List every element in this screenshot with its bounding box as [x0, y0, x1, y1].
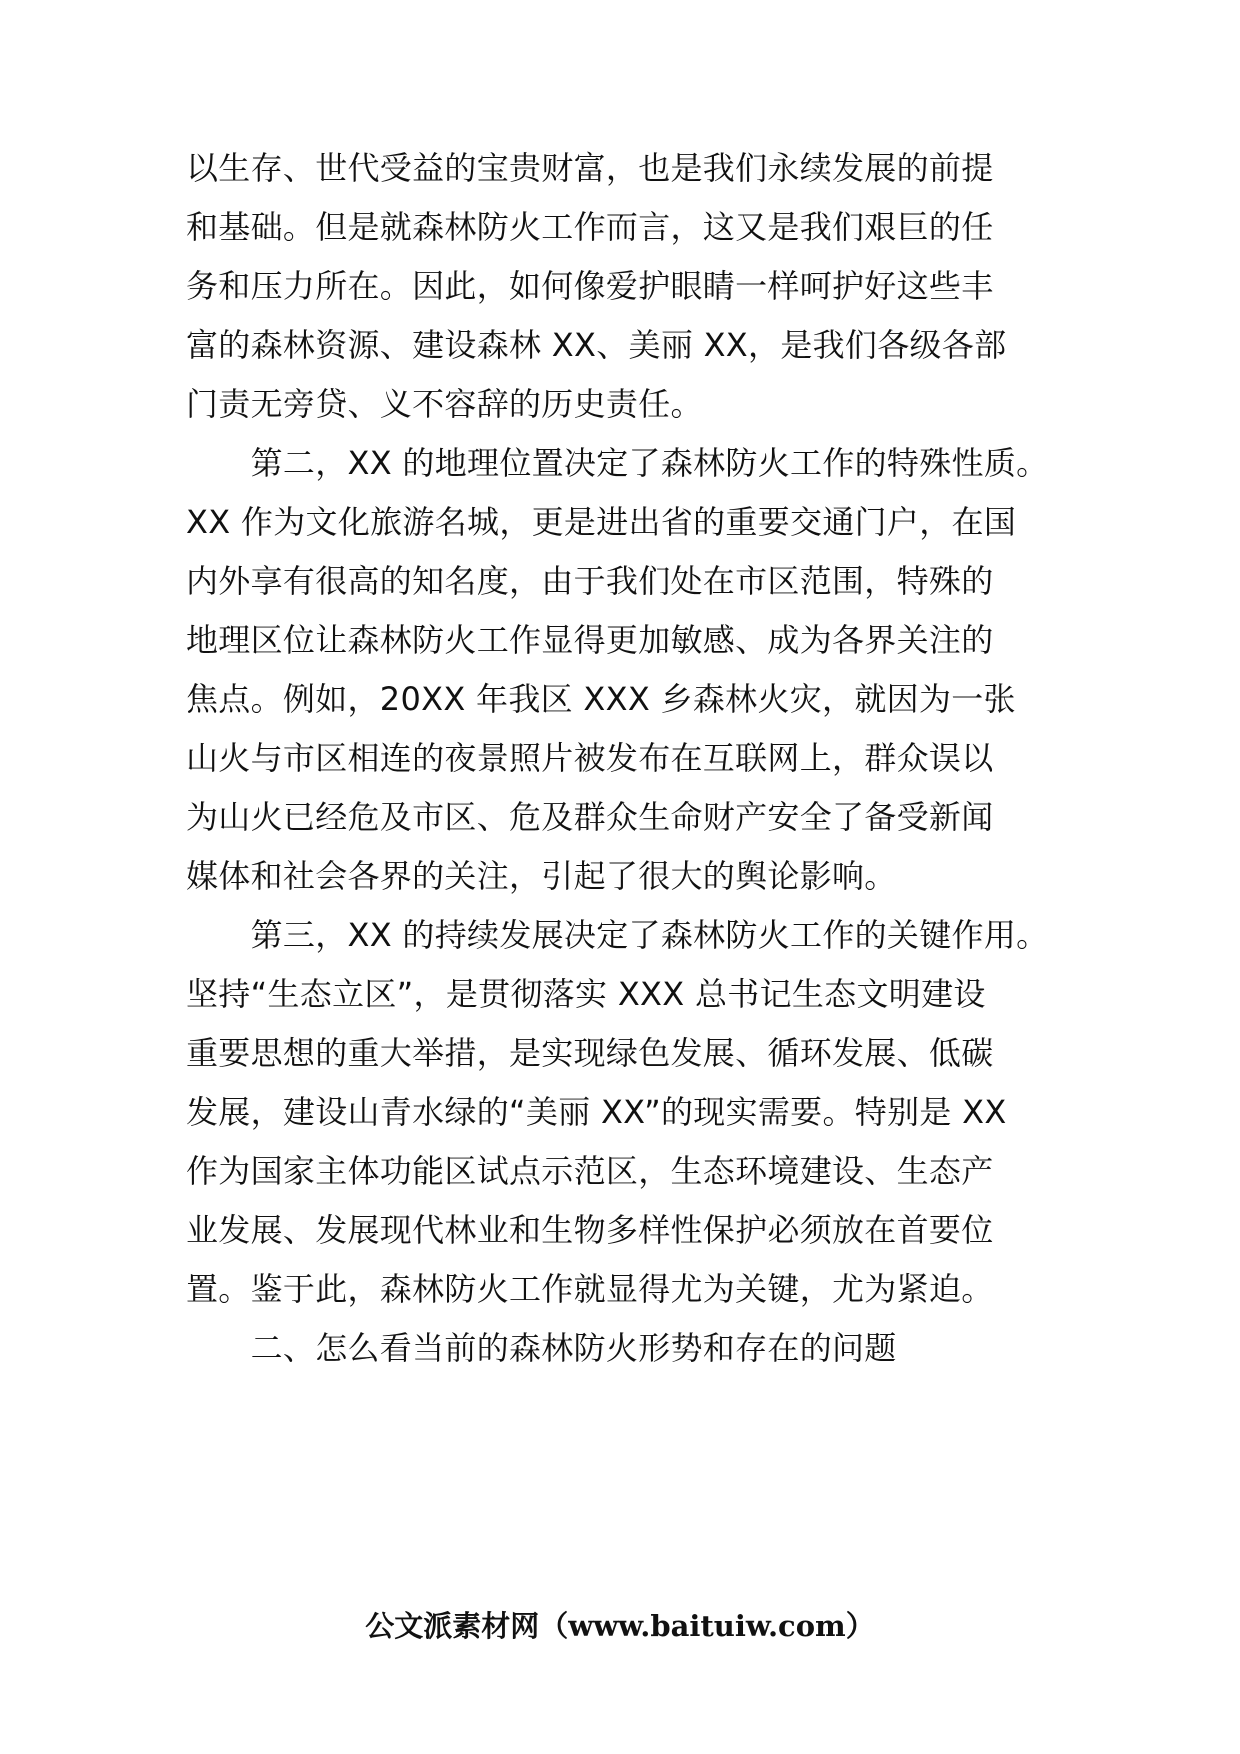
text-line: 发展，建设山青水绿的“美丽 XX”的现实需要。特别是 XX: [186, 1093, 1007, 1131]
text-line: 以生存、世代受益的宝贵财富，也是我们永续发展的前提: [186, 149, 994, 187]
text-line: 焦点。例如，20XX 年我区 XXX 乡森林火灾，就因为一张: [186, 680, 1016, 718]
section-heading-line: 二、怎么看当前的森林防火形势和存在的问题: [186, 1329, 897, 1367]
text-line: 坚持“生态立区”，是贯彻落实 XXX 总书记生态文明建设: [186, 975, 986, 1013]
text-line: 媒体和社会各界的关注，引起了很大的舆论影响。: [186, 857, 897, 895]
text-line: 作为国家主体功能区试点示范区，生态环境建设、生态产: [186, 1152, 994, 1190]
paragraph-heading-line: 第三，XX 的持续发展决定了森林防火工作的关键作用。: [186, 916, 1049, 954]
text-line: 和基础。但是就森林防火工作而言，这又是我们艰巨的任: [186, 208, 994, 246]
text-line: XX 作为文化旅游名城，更是进出省的重要交通门户，在国: [186, 503, 1017, 541]
text-line: 富的森林资源、建设森林 XX、美丽 XX，是我们各级各部: [186, 326, 1007, 364]
text-line: 重要思想的重大举措，是实现绿色发展、循环发展、低碳: [186, 1034, 994, 1072]
footer-watermark: 公文派素材网（www.baituiw.com）: [365, 1609, 875, 1643]
text-line: 山火与市区相连的夜景照片被发布在互联网上，群众误以: [186, 739, 994, 777]
text-line: 地理区位让森林防火工作显得更加敏感、成为各界关注的: [186, 621, 994, 659]
text-line: 门责无旁贷、义不容辞的历史责任。: [186, 385, 703, 423]
text-line: 内外享有很高的知名度，由于我们处在市区范围，特殊的: [186, 562, 994, 600]
paragraph-heading-line: 第二，XX 的地理位置决定了森林防火工作的特殊性质。: [186, 444, 1049, 482]
text-line: 业发展、发展现代林业和生物多样性保护必须放在首要位: [186, 1211, 994, 1249]
text-line: 置。鉴于此，森林防火工作就显得尤为关键，尤为紧迫。: [186, 1270, 994, 1308]
text-line: 务和压力所在。因此，如何像爱护眼睛一样呵护好这些丰: [186, 267, 994, 305]
text-line: 为山火已经危及市区、危及群众生命财产安全了备受新闻: [186, 798, 994, 836]
